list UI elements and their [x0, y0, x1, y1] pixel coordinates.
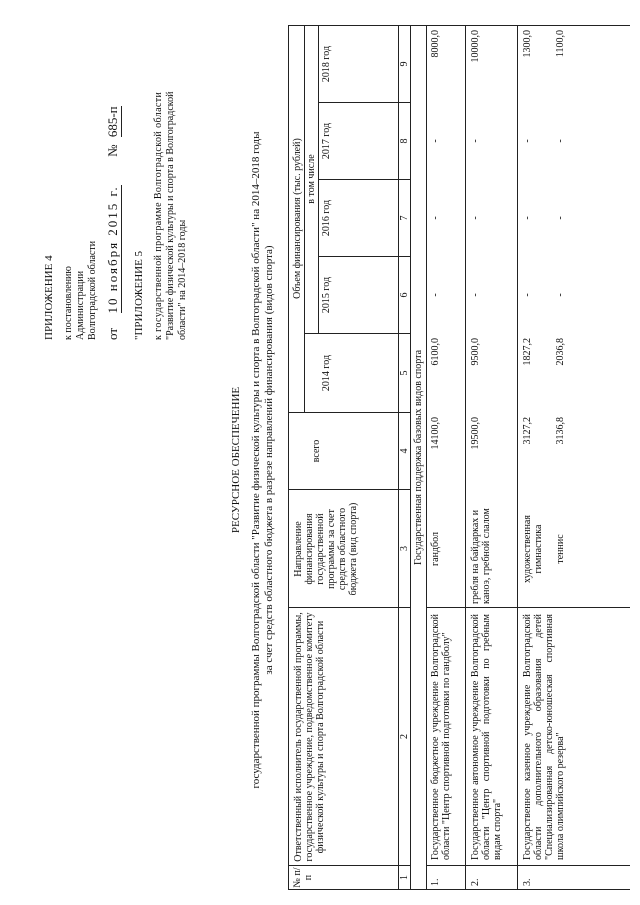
row-3a-2014: 1827,2	[522, 338, 533, 366]
header-including: в том числе	[306, 154, 317, 204]
annex-line-3: Волгоградской области	[87, 240, 98, 340]
row-1-2015: -	[430, 293, 441, 297]
annex-date-value: 10 ноября 2015 г.	[105, 185, 120, 314]
annex-number-label: №	[105, 144, 120, 157]
row-3b-2016: -	[555, 216, 566, 220]
annex-line-1: к постановлению	[63, 266, 74, 340]
row-2-2017: -	[470, 139, 481, 143]
row-1-num: 1.	[430, 878, 441, 886]
row-3a-2018: 1300,0	[522, 30, 533, 58]
header-funding: Объем финансирования (тыс. рублей)	[292, 138, 303, 299]
header-year-2017: 2017 год	[321, 122, 332, 160]
row-1-2017: -	[430, 139, 441, 143]
header-executor: Ответственный исполнитель государственной программы, государственное учреждение, подведомственное комитету физической культуры и спорта Волгоградской области	[293, 612, 326, 862]
row-3b-total: 3136,8	[555, 417, 566, 445]
row-3b-2015: -	[555, 293, 566, 297]
row-2-2015: -	[470, 293, 481, 297]
row-1-2016: -	[430, 216, 441, 220]
table-vline-executor-body	[426, 607, 630, 608]
row-3a-2015: -	[522, 293, 533, 297]
colnum-5: 5	[399, 370, 410, 376]
colnum-3: 3	[399, 546, 410, 551]
annex-title: ПРИЛОЖЕНИЕ 4	[43, 255, 55, 340]
header-direction: Направление финансирования государственной программы за счет средств областного бюджета (вид спорта)	[293, 502, 359, 596]
header-total: всего	[311, 439, 322, 463]
table-line-funding	[304, 26, 305, 413]
colnum-9: 9	[399, 61, 410, 67]
header-year-2016: 2016 год	[321, 199, 332, 237]
row-1-2018: 8000,0	[430, 30, 441, 58]
document-heading: РЕСУРСНОЕ ОБЕСПЕЧЕНИЕ	[230, 386, 242, 534]
header-num: № п/п	[292, 867, 314, 888]
table-vline-direction	[288, 489, 410, 490]
row-3b-2017: -	[555, 139, 566, 143]
colnum-6: 6	[399, 292, 410, 298]
table-line-including	[318, 26, 319, 334]
row-2-num: 2.	[470, 878, 481, 886]
annex-date-row	[105, 106, 122, 340]
row-3b-2018: 1100,0	[555, 30, 566, 58]
annex2-title: "ПРИЛОЖЕНИЕ 5	[133, 250, 145, 340]
colnum-4: 4	[399, 448, 410, 454]
colnum-8: 8	[399, 138, 410, 144]
table-border-top	[288, 26, 289, 890]
row-2-2018: 10000,0	[470, 30, 481, 63]
row-3a-direction: художественная гимнастика	[522, 515, 544, 583]
table-border-left	[288, 889, 630, 890]
table-border-right	[288, 25, 630, 26]
annex-date-label: от	[105, 327, 120, 340]
table-vline-total	[288, 412, 410, 413]
table-vline-executor	[288, 607, 410, 608]
annex2-line-3: области" на 2014–2018 годы	[177, 219, 188, 340]
document-subheading-2: за счет средств областного бюджета в разрезе направлений финансирования (видов спорта)	[263, 245, 275, 675]
row-3b-direction: теннис	[555, 534, 566, 564]
row-2-2014: 9500,0	[470, 338, 481, 366]
row-3a-2016: -	[522, 216, 533, 220]
row-3b-2014: 2036,8	[555, 338, 566, 366]
annex2-line-2: "Развитие физической культуры и спорта в Волгоградской	[165, 91, 176, 340]
row-1-2014: 6100,0	[430, 338, 441, 366]
row-2-2016: -	[470, 216, 481, 220]
row-1-executor: Государственное бюджетное учреждение Волгоградской области "Центр спортивной подготовки по гандболу"	[430, 614, 452, 860]
table-line-section	[426, 26, 427, 890]
table-vline-2014	[304, 333, 410, 334]
annex-number-value: 685-п	[105, 106, 120, 138]
row-3a-total: 3127,2	[522, 417, 533, 445]
table-row-sep-2	[517, 26, 518, 890]
colnum-2: 2	[399, 734, 410, 739]
annex2-line-1: к государственной программе Волгоградской области	[153, 91, 164, 340]
table-vline-num-body	[426, 865, 630, 866]
row-1-direction: гандбол	[430, 532, 441, 566]
header-year-2015: 2015 год	[321, 276, 332, 314]
rotated-document	[5, 10, 630, 900]
colnum-7: 7	[399, 215, 410, 221]
table-line-colnums-bottom	[410, 26, 411, 890]
row-2-direction: гребля на байдарках и каноэ, гребной слалом	[470, 508, 492, 604]
colnum-1: 1	[399, 875, 410, 880]
row-1-total: 14100,0	[430, 417, 441, 450]
section-title: Государственная поддержка базовых видов спорта	[413, 349, 424, 566]
header-year-2014: 2014 год	[321, 354, 332, 392]
row-3a-2017: -	[522, 139, 533, 143]
header-year-2018: 2018 год	[321, 45, 332, 83]
table-row-sep-1	[465, 26, 466, 890]
document-subheading-1: государственной программы Волгоградской области "Развитие физической культуры и спорта в Волгоградской области" на 2014–2018 годы	[250, 131, 262, 789]
row-3-executor: Государственное казенное учреждение Волгоградской области дополнительного образования детей "Специализированная детско-юношеская спортивная школа олимпийского резерва"	[522, 614, 566, 860]
annex-line-2: Администрации	[75, 270, 86, 340]
row-2-executor: Государственное автономное учреждение Волгоградской области "Центр спортивной подготовки по гребным видам спорта"	[470, 614, 503, 860]
row-2-total: 19500,0	[470, 417, 481, 450]
row-3-num: 3.	[522, 878, 533, 886]
